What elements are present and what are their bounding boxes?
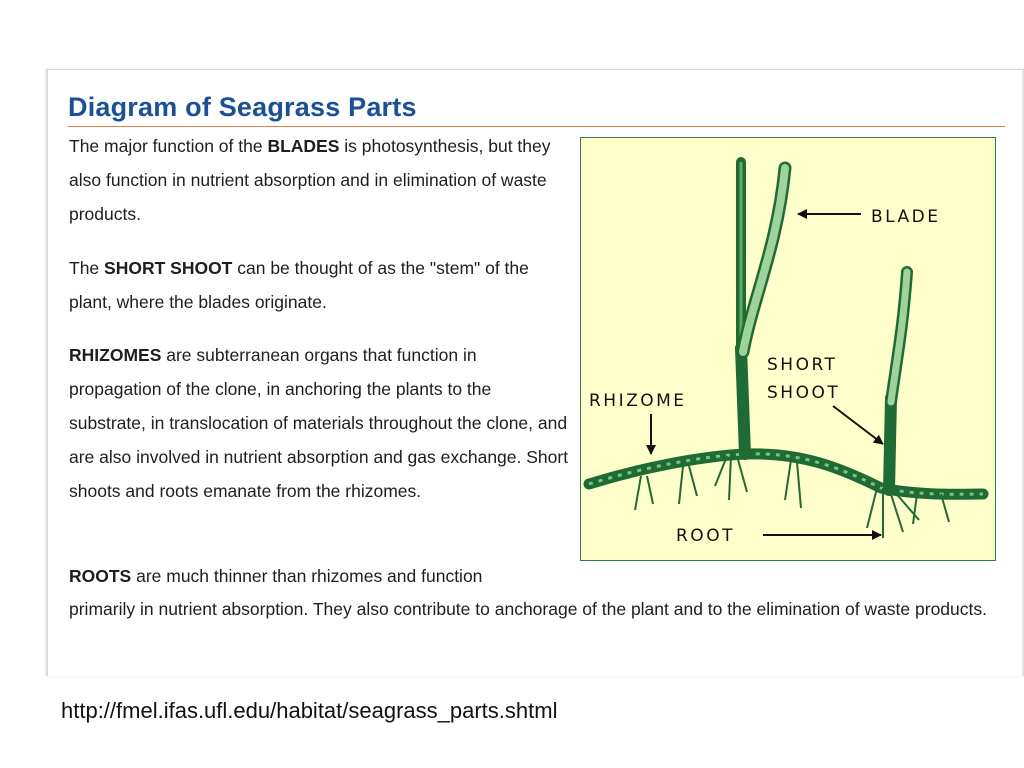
left-plant-illustration <box>741 162 785 454</box>
rhizomes-text: are subterranean organs that function in propagation of the clone, in anchoring the plants to the substrate, in translocation of materials throughout the clone, and are also involved in nutrient absorption and gas exchange. Short shoots and roots emanate from the rhizomes. <box>69 345 569 501</box>
roots-text-line2: primarily in nutrient absorption. They also contribute to anchorage of the plant and to the elimination of waste products. <box>69 599 987 619</box>
label-rhizome: RHIZOME <box>589 391 687 411</box>
short-shoot-text-post: can be thought of as the "stem" of the plant, where the blades originate. <box>69 258 529 312</box>
rhizomes-term: RHIZOMES <box>69 345 162 365</box>
right-plant-illustration <box>889 272 907 490</box>
seagrass-illustration <box>581 138 995 560</box>
seagrass-diagram <box>580 137 996 561</box>
label-short-shoot-1: SHORT <box>767 355 838 375</box>
roots-term: ROOTS <box>69 566 132 586</box>
source-url: http://fmel.ifas.ufl.edu/habitat/seagrass_parts.shtml <box>61 698 558 723</box>
label-short-shoot-2: SHOOT <box>767 383 841 403</box>
label-blade: BLADE <box>871 207 941 227</box>
rhizomes-paragraph <box>69 338 569 508</box>
short-shoot-term: SHORT SHOOT <box>104 258 233 278</box>
roots-paragraph-line1 <box>69 559 569 593</box>
heading-divider <box>68 126 1005 127</box>
blades-text-post: is photosynthesis, but they also function in nutrient absorption and in elimination of waste products. <box>69 136 551 224</box>
roots-paragraph-line2 <box>69 592 1009 626</box>
label-root: ROOT <box>676 526 735 546</box>
short-shoot-paragraph <box>69 251 569 319</box>
blades-term: BLADES <box>267 136 340 156</box>
short-shoot-text-pre: The <box>69 258 105 278</box>
blades-text-pre: The major function of the <box>69 136 268 156</box>
blades-paragraph <box>69 129 569 231</box>
short-shoot-arrow <box>833 406 883 444</box>
webpage-screenshot <box>46 69 1024 676</box>
roots-text-line1: are much thinner than rhizomes and function <box>131 566 483 586</box>
page-title: Diagram of Seagrass Parts <box>68 92 417 122</box>
